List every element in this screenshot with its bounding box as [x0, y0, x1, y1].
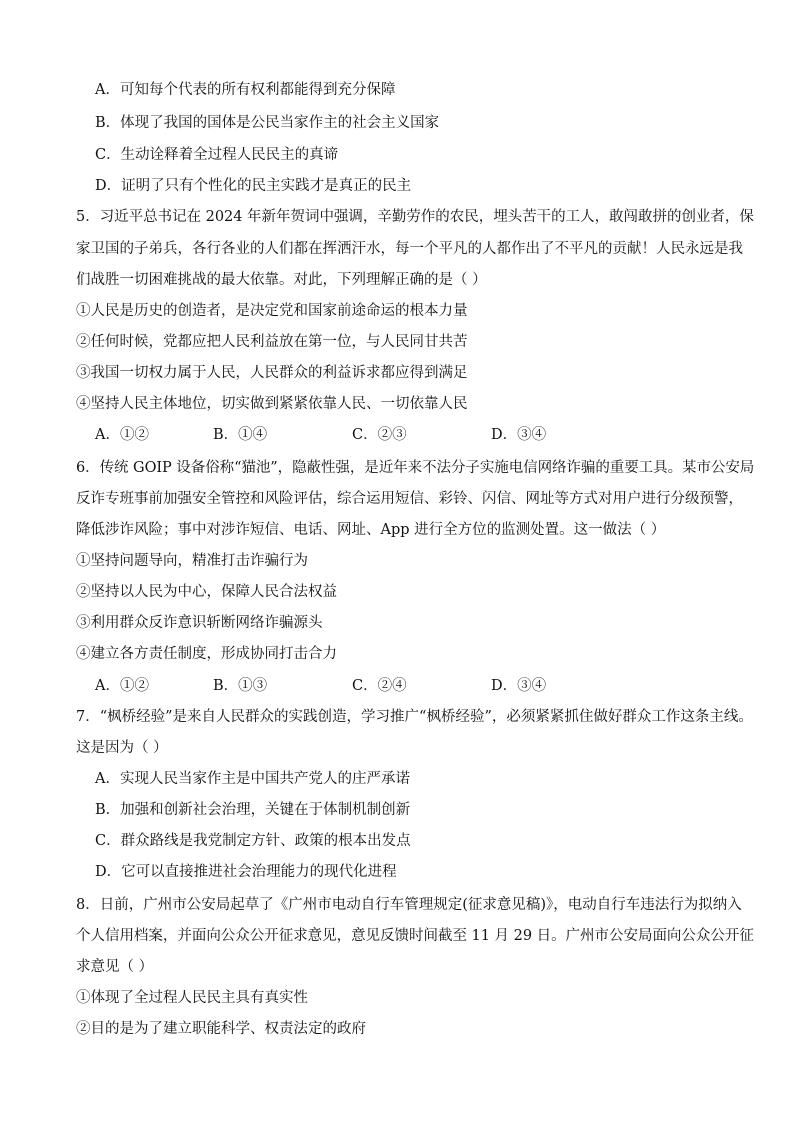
- q5-statement-1: ①人民是历史的创造者，是决定党和国家前途命运的根本力量: [76, 303, 468, 319]
- q8-statement-2: ②目的是为了建立职能科学、权责法定的政府: [76, 1021, 366, 1037]
- q7-stem-line-1: 7．“枫桥经验”是来自人民群众的实践创造，学习推广“枫桥经验”，必须紧紧抓住做好群众工作这条主线。: [76, 709, 753, 725]
- q7-option-b: B．加强和创新社会治理，关键在于体制机制创新: [95, 802, 411, 818]
- q7-option-d: D．它可以直接推进社会治理能力的现代化进程: [95, 864, 397, 880]
- q8-statement-1: ①体现了全过程人民民主具有真实性: [76, 990, 308, 1006]
- q8-stem-line-2: 个人信用档案，并面向公众公开征求意见，意见反馈时间截至 11 月 29 日。广州市公安局面向公众公开征: [76, 928, 754, 944]
- q5-statement-4: ④坚持人民主体地位，切实做到紧紧依靠人民、一切依靠人民: [76, 396, 468, 412]
- q4-option-d: D．证明了只有个性化的民主实践才是真正的民主: [95, 178, 412, 194]
- q4-option-b: B．体现了我国的国体是公民当家作主的社会主义国家: [95, 115, 440, 131]
- q8-stem-line-3: 求意见（ ）: [76, 959, 154, 975]
- q4-option-c: C．生动诠释着全过程人民民主的真谛: [95, 147, 339, 163]
- q6-stem-line-2: 反诈专班事前加强安全管控和风险评估，综合运用短信、彩铃、闪信、网址等方式对用户进行分级预警，: [76, 491, 743, 507]
- q6-stem-line-1: 6．传统 GOIP 设备俗称“猫池”，隐蔽性强，是近年来不法分子实施电信网络诈骗的重要工具。某市公安局: [76, 460, 755, 476]
- q6-statement-1: ①坚持问题导向，精准打击诈骗行为: [76, 553, 308, 569]
- q6-choice-a: A．①②: [95, 678, 149, 694]
- q5-stem-line-1: 5．习近平总书记在 2024 年新年贺词中强调，辛勤劳作的农民，埋头苦干的工人，敢闯敢拼的创业者，保: [76, 209, 754, 225]
- q6-statement-2: ②坚持以人民为中心，保障人民合法权益: [76, 584, 337, 600]
- q5-statement-3: ③我国一切权力属于人民，人民群众的利益诉求都应得到满足: [76, 365, 468, 381]
- q5-statement-2: ②任何时候，党都应把人民利益放在第一位，与人民同甘共苦: [76, 334, 468, 350]
- q4-option-a: A．可知每个代表的所有权利都能得到充分保障: [95, 82, 396, 98]
- q5-choice-d: D．③④: [491, 427, 547, 443]
- q5-choice-b: B．①④: [213, 427, 268, 443]
- q6-statement-4: ④建立各方责任制度，形成协同打击合力: [76, 646, 337, 662]
- q5-choice-a: A．①②: [95, 427, 149, 443]
- q6-stem-line-3: 降低涉诈风险；事中对涉诈短信、电话、网址、App 进行全方位的监测处置。这一做法（ ）: [76, 522, 666, 538]
- q8-stem-line-1: 8．日前，广州市公安局起草了《广州市电动自行车管理规定(征求意见稿)》，电动自行车违法行为拟纳入: [76, 897, 742, 913]
- q7-stem-line-2: 这是因为（ ）: [76, 740, 168, 756]
- q6-statement-3: ③利用群众反诈意识斩断网络诈骗源头: [76, 615, 323, 631]
- q5-stem-line-3: 们战胜一切困难挑战的最大依靠。对此，下列理解正确的是（ ）: [76, 272, 487, 288]
- q6-choice-c: C．②④: [352, 678, 407, 694]
- q5-stem-line-2: 家卫国的子弟兵，各行各业的人们都在挥洒汗水，每一个平凡的人都作出了不平凡的贡献！人民永远是我: [76, 241, 743, 257]
- q6-choice-d: D．③④: [491, 678, 547, 694]
- q6-choice-b: B．①③: [213, 678, 268, 694]
- q5-choice-c: C．②③: [352, 427, 407, 443]
- q7-option-a: A．实现人民当家作主是中国共产党人的庄严承诺: [95, 771, 410, 787]
- q7-option-c: C．群众路线是我党制定方针、政策的根本出发点: [95, 833, 411, 849]
